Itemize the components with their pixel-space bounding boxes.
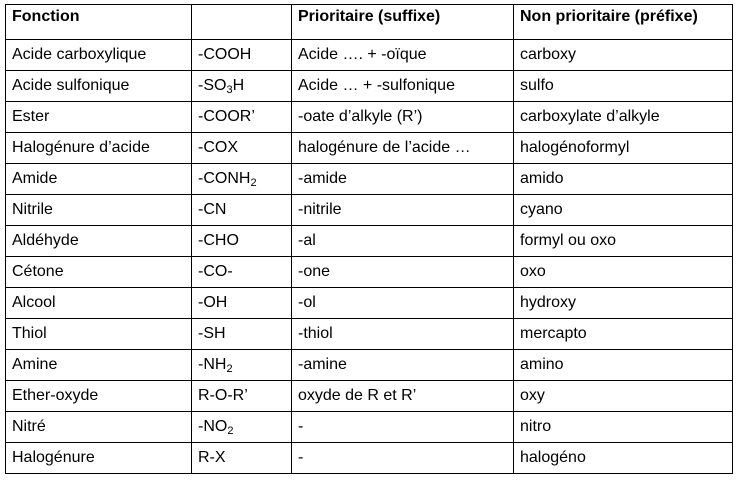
cell-formula [192, 195, 292, 226]
table-row [6, 257, 733, 288]
header-prefix: Non prioritaire (préfixe) [514, 5, 733, 40]
cell-suffix: - [292, 412, 514, 443]
cell-fonction: Halogénure d’acide [6, 133, 192, 164]
cell-suffix: Acide … + -sulfonique [292, 71, 514, 102]
cell-prefix: halogéno [514, 443, 733, 474]
cell-prefix: hydroxy [514, 288, 733, 319]
cell-prefix: oxo [514, 257, 733, 288]
formula-subscript: 2 [227, 425, 234, 437]
table-row [6, 381, 733, 412]
table-row [6, 319, 733, 350]
table-row [6, 40, 733, 71]
formula-text: -COOH [198, 46, 252, 63]
cell-prefix: formyl ou oxo [514, 226, 733, 257]
table-row [6, 288, 733, 319]
cell-fonction: Acide carboxylique [6, 40, 192, 71]
cell-formula [192, 412, 292, 443]
cell-suffix: Acide …. + -oïque [292, 40, 514, 71]
cell-formula [192, 288, 292, 319]
cell-suffix: -ol [292, 288, 514, 319]
cell-formula [192, 226, 292, 257]
cell-formula [192, 40, 292, 71]
cell-prefix: amino [514, 350, 733, 381]
cell-fonction: Amine [6, 350, 192, 381]
formula-text: -CHO [198, 232, 239, 249]
cell-prefix: oxy [514, 381, 733, 412]
table-row [6, 412, 733, 443]
cell-formula [192, 443, 292, 474]
formula-subscript: 2 [226, 363, 233, 375]
table-row [6, 164, 733, 195]
cell-suffix: -amide [292, 164, 514, 195]
header-formula [192, 5, 292, 40]
table-row [6, 226, 733, 257]
formula-text: -CONH [198, 170, 251, 187]
cell-prefix: halogénoformyl [514, 133, 733, 164]
formula-text: -CO- [198, 263, 233, 280]
cell-suffix: halogénure de l’acide … [292, 133, 514, 164]
formula-text: -CN [198, 201, 227, 218]
cell-formula [192, 102, 292, 133]
cell-fonction: Ester [6, 102, 192, 133]
formula-text: -NO [198, 418, 228, 435]
formula-text: R-X [198, 449, 226, 466]
cell-suffix: -nitrile [292, 195, 514, 226]
cell-prefix: carboxylate d’alkyle [514, 102, 733, 133]
table-row [6, 133, 733, 164]
cell-suffix: -one [292, 257, 514, 288]
formula-subscript: 2 [250, 177, 257, 189]
cell-formula [192, 350, 292, 381]
cell-formula [192, 133, 292, 164]
formula-text: -SH [198, 325, 226, 342]
table-body [6, 40, 733, 474]
cell-suffix: -al [292, 226, 514, 257]
cell-fonction: Cétone [6, 257, 192, 288]
cell-suffix: -amine [292, 350, 514, 381]
formula-text: -COX [198, 139, 238, 156]
cell-formula [192, 71, 292, 102]
cell-suffix: -thiol [292, 319, 514, 350]
table-row [6, 102, 733, 133]
cell-fonction: Halogénure [6, 443, 192, 474]
cell-prefix: amido [514, 164, 733, 195]
cell-formula [192, 381, 292, 412]
table-row [6, 195, 733, 226]
table-row [6, 443, 733, 474]
cell-fonction: Amide [6, 164, 192, 195]
formula-text: -SO [198, 77, 227, 94]
cell-fonction: Alcool [6, 288, 192, 319]
cell-formula [192, 164, 292, 195]
formula-subscript: 3 [226, 84, 233, 96]
cell-prefix: nitro [514, 412, 733, 443]
header-fonction: Fonction [6, 5, 192, 40]
cell-suffix: oxyde de R et R’ [292, 381, 514, 412]
header-row [6, 5, 733, 40]
cell-suffix: -oate d’alkyle (R’) [292, 102, 514, 133]
cell-fonction: Aldéhyde [6, 226, 192, 257]
header-suffix: Prioritaire (suffixe) [292, 5, 514, 40]
cell-prefix: carboxy [514, 40, 733, 71]
formula-text: -COOR’ [198, 108, 255, 125]
cell-prefix: mercapto [514, 319, 733, 350]
table-row [6, 71, 733, 102]
formula-text: R-O-R’ [198, 387, 248, 404]
cell-prefix: sulfo [514, 71, 733, 102]
cell-formula [192, 257, 292, 288]
cell-fonction: Nitrile [6, 195, 192, 226]
formula-suffix-text: H [232, 77, 245, 94]
cell-formula [192, 319, 292, 350]
cell-suffix: - [292, 443, 514, 474]
cell-fonction: Thiol [6, 319, 192, 350]
cell-fonction: Ether-oxyde [6, 381, 192, 412]
formula-text: -OH [198, 294, 228, 311]
cell-prefix: cyano [514, 195, 733, 226]
cell-fonction: Acide sulfonique [6, 71, 192, 102]
cell-fonction: Nitré [6, 412, 192, 443]
formula-text: -NH [198, 356, 227, 373]
table-row [6, 350, 733, 381]
functions-table [5, 4, 733, 474]
